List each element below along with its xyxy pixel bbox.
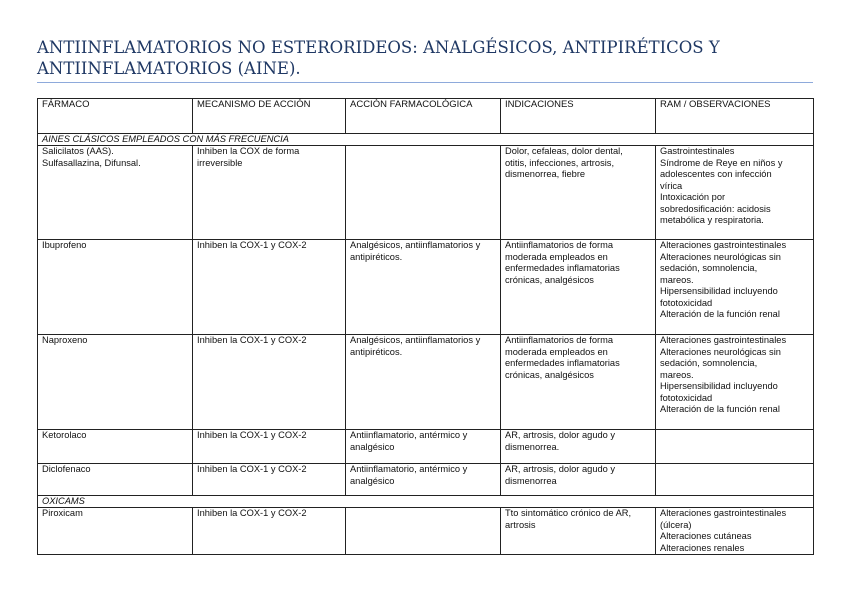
cell-line: enfermedades inflamatorias	[505, 263, 620, 273]
cell-line: Síndrome de Reye en niños y	[660, 157, 783, 168]
cell-farmaco	[38, 464, 193, 496]
cell-line: sobredosificación: acidosis	[660, 203, 771, 214]
cell-line: Ibuprofeno	[42, 240, 87, 250]
table-row	[38, 430, 814, 464]
cell-line: fototoxicidad	[660, 392, 713, 403]
cell-line: antipiréticos.	[350, 346, 403, 357]
page-title	[37, 37, 817, 79]
cell-line: Alteraciones neurológicas sin	[660, 251, 781, 262]
cell-indicaciones	[501, 508, 656, 555]
cell-accion	[346, 146, 501, 240]
cell-line: Naproxeno	[42, 335, 88, 345]
cell-line: Intoxicación por	[660, 192, 726, 202]
cell-mecanismo	[193, 335, 346, 430]
cell-farmaco	[38, 240, 193, 335]
cell-line: (úlcera)	[660, 519, 692, 530]
cell-indicaciones	[501, 430, 656, 464]
cell-mecanismo	[193, 146, 346, 240]
cell-line: moderada empleados en	[505, 346, 608, 357]
page-title-line-2: ANTIINFLAMATORIOS (AINE).	[37, 59, 301, 78]
cell-line: metabólica y respiratoria.	[660, 215, 764, 225]
group-header-aines-clasicos	[38, 134, 814, 146]
cell-line: Antiinflamatorios de forma	[505, 335, 613, 345]
cell-ram	[656, 335, 814, 430]
cell-ram	[656, 146, 814, 240]
header-indicaciones: INDICACIONES	[501, 99, 656, 134]
cell-line: Piroxicam	[42, 508, 83, 518]
cell-line: Analgésicos, antiinflamatorios y	[350, 335, 481, 345]
cell-line: fototoxicidad	[660, 297, 713, 308]
cell-line: moderada empleados en	[505, 251, 608, 262]
cell-line: Alteración de la función renal	[660, 404, 780, 414]
cell-line: Antiinflamatorios de forma	[505, 240, 613, 250]
group-label: OXICAMS	[38, 496, 814, 508]
cell-line: dismenorrea	[505, 475, 557, 486]
table-row	[38, 508, 814, 555]
cell-indicaciones	[501, 464, 656, 496]
cell-line: enfermedades inflamatorias	[505, 358, 620, 368]
cell-line: Hipersensibilidad incluyendo	[660, 286, 778, 296]
cell-ram	[656, 508, 814, 555]
cell-line: Inhiben la COX-1 y COX-2	[197, 335, 307, 345]
cell-line: antipiréticos.	[350, 251, 403, 262]
cell-mecanismo	[193, 240, 346, 335]
cell-line: Sulfasallazina, Difunsal.	[42, 157, 141, 168]
cell-line: irreversible	[197, 157, 243, 168]
cell-line: Inhiben la COX-1 y COX-2	[197, 464, 307, 474]
cell-line: dismenorrea.	[505, 441, 560, 452]
cell-line: Diclofenaco	[42, 464, 91, 474]
title-underline	[37, 82, 813, 83]
cell-accion	[346, 508, 501, 555]
cell-line: Hipersensibilidad incluyendo	[660, 381, 778, 391]
cell-ram	[656, 464, 814, 496]
cell-line: sedación, somnolencia,	[660, 263, 758, 273]
group-label: AINES CLÁSICOS EMPLEADOS CON MÁS FRECUENCIA	[38, 134, 814, 146]
header-farmaco: FÁRMACO	[38, 99, 193, 134]
cell-line: AR, artrosis, dolor agudo y	[505, 430, 616, 440]
cell-accion	[346, 464, 501, 496]
cell-line: Alteraciones cutáneas	[660, 531, 752, 541]
cell-farmaco	[38, 430, 193, 464]
cell-line: Alteraciones gastrointestinales	[660, 240, 787, 250]
aine-table	[37, 98, 814, 555]
cell-indicaciones	[501, 146, 656, 240]
cell-line: Inhiben la COX de forma	[197, 146, 300, 156]
cell-line: Antiinflamatorio, antérmico y	[350, 464, 468, 474]
cell-accion	[346, 240, 501, 335]
cell-line: Tto sintomático crónico de AR,	[505, 508, 632, 518]
cell-ram	[656, 430, 814, 464]
table-row	[38, 464, 814, 496]
cell-line: Inhiben la COX-1 y COX-2	[197, 508, 307, 518]
cell-farmaco	[38, 508, 193, 555]
cell-line: vírica	[660, 180, 683, 191]
cell-line: Analgésicos, antiinflamatorios y	[350, 240, 481, 250]
cell-mecanismo	[193, 430, 346, 464]
cell-line: Inhiben la COX-1 y COX-2	[197, 430, 307, 440]
cell-indicaciones	[501, 335, 656, 430]
cell-line: Alteraciones gastrointestinales	[660, 335, 787, 345]
cell-line: sedación, somnolencia,	[660, 358, 758, 368]
cell-mecanismo	[193, 464, 346, 496]
table-row	[38, 240, 814, 335]
cell-line: mareos.	[660, 369, 694, 380]
cell-line: Salicilatos (AAS).	[42, 146, 114, 156]
cell-line: Alteraciones renales	[660, 542, 745, 553]
cell-line: Ketorolaco	[42, 430, 87, 440]
table-header-row	[38, 99, 814, 134]
cell-line: crónicas, analgésicos	[505, 369, 594, 380]
cell-line: Alteraciones neurológicas sin	[660, 346, 781, 357]
cell-line: Gastrointestinales	[660, 146, 735, 156]
cell-line: analgésico	[350, 475, 395, 486]
table-row	[38, 146, 814, 240]
cell-mecanismo	[193, 508, 346, 555]
cell-farmaco	[38, 146, 193, 240]
header-accion: ACCIÓN FARMACOLÓGICA	[346, 99, 501, 134]
cell-accion	[346, 335, 501, 430]
cell-line: Inhiben la COX-1 y COX-2	[197, 240, 307, 250]
cell-line: Alteraciones gastrointestinales	[660, 508, 787, 518]
cell-line: analgésico	[350, 441, 395, 452]
cell-line: Alteración de la función renal	[660, 309, 780, 319]
cell-line: dismenorrea, fiebre	[505, 169, 586, 179]
cell-line: crónicas, analgésicos	[505, 274, 594, 285]
header-ram: RAM / OBSERVACIONES	[656, 99, 814, 134]
cell-indicaciones	[501, 240, 656, 335]
group-header-oxicams	[38, 496, 814, 508]
cell-ram	[656, 240, 814, 335]
cell-line: mareos.	[660, 274, 694, 285]
table-row	[38, 335, 814, 430]
cell-line: Dolor, cefaleas, dolor dental,	[505, 146, 623, 156]
header-mecanismo: MECANISMO DE ACCIÓN	[193, 99, 346, 134]
cell-accion	[346, 430, 501, 464]
cell-line: Antiinflamatorio, antérmico y	[350, 430, 468, 440]
cell-line: artrosis	[505, 519, 536, 530]
cell-farmaco	[38, 335, 193, 430]
cell-line: otitis, infecciones, artrosis,	[505, 157, 615, 168]
cell-line: adolescentes con infección	[660, 169, 772, 179]
page-title-line-1: ANTIINFLAMATORIOS NO ESTERORIDEOS: ANALGÉSICOS, ANTIPIRÉTICOS Y	[37, 38, 720, 57]
cell-line: AR, artrosis, dolor agudo y	[505, 464, 616, 474]
